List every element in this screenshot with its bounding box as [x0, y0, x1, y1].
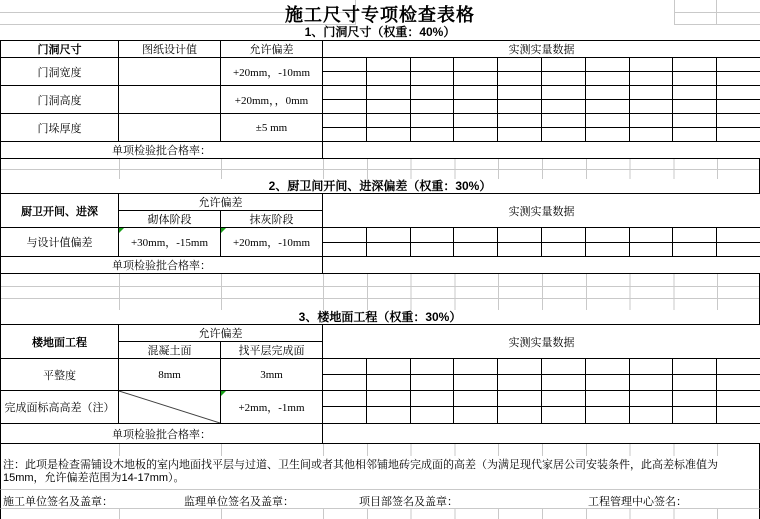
tolerance-value: ±5 mm — [221, 114, 323, 142]
measure-cell[interactable] — [323, 58, 367, 72]
measure-cell[interactable] — [410, 375, 454, 391]
measure-cell[interactable] — [410, 58, 454, 72]
s1-item-header: 门洞尺寸 — [1, 41, 119, 58]
measure-cell[interactable] — [366, 243, 410, 257]
measure-cell[interactable] — [717, 58, 760, 72]
measure-cell[interactable] — [629, 407, 673, 424]
measure-cell[interactable] — [498, 375, 542, 391]
measure-cell[interactable] — [629, 243, 673, 257]
measure-cell[interactable] — [366, 391, 410, 407]
measure-cell[interactable] — [454, 58, 498, 72]
measure-cell[interactable] — [454, 407, 498, 424]
measure-cell[interactable] — [585, 72, 629, 86]
measure-cell[interactable] — [717, 100, 760, 114]
signature-row — [0, 489, 760, 509]
s3-item-header: 楼地面工程 — [1, 325, 119, 359]
measure-cell[interactable] — [629, 391, 673, 407]
measure-cell[interactable] — [454, 391, 498, 407]
measure-cell[interactable] — [673, 72, 717, 86]
measure-cell[interactable] — [629, 100, 673, 114]
tolerance-value: +30mm，-15mm — [119, 228, 221, 257]
measure-cell[interactable] — [454, 86, 498, 100]
measure-cell[interactable] — [323, 114, 367, 128]
signature-label-supervision: 监理单位签名及盖章： — [184, 496, 294, 508]
measure-cell[interactable] — [454, 359, 498, 375]
measure-cell[interactable] — [541, 375, 585, 391]
measure-cell[interactable] — [454, 228, 498, 243]
measure-cell[interactable] — [323, 86, 367, 100]
pass-rate-value-cell[interactable] — [323, 142, 760, 159]
gridline — [1, 169, 759, 170]
measure-cell[interactable] — [498, 128, 542, 142]
s2-tolerance-header: 允许偏差 — [119, 194, 323, 211]
measure-cell[interactable] — [410, 100, 454, 114]
s2-row-label: 与设计值偏差 — [1, 228, 119, 257]
design-value-cell[interactable] — [119, 58, 221, 86]
title-row — [0, 0, 760, 25]
measure-cell[interactable] — [366, 128, 410, 142]
s3-row-label: 平整度 — [1, 359, 119, 391]
measure-cell[interactable] — [717, 86, 760, 100]
section2-table — [0, 193, 760, 274]
measure-cell[interactable] — [585, 228, 629, 243]
measure-cell[interactable] — [366, 86, 410, 100]
measure-cell[interactable] — [585, 100, 629, 114]
measure-cell[interactable] — [585, 359, 629, 375]
s1-tolerance-header: 允许偏差 — [221, 41, 323, 58]
measure-cell[interactable] — [498, 100, 542, 114]
s1-row-label: 门垛厚度 — [1, 114, 119, 142]
note-text: 注：此项是检查需铺设木地板的室内地面找平层与过道、卫生间或者其他相邻铺地砖完成面的高差（为满足现代家居公司安装条件，此高差标准值为15mm，允许偏差范围为14-17mm）。 — [0, 456, 760, 489]
measure-cell[interactable] — [673, 359, 717, 375]
s3-row-label: 完成面标高高差（注） — [1, 391, 119, 424]
measure-cell[interactable] — [410, 391, 454, 407]
measure-cell[interactable] — [673, 391, 717, 407]
measure-cell[interactable] — [498, 58, 542, 72]
measure-cell[interactable] — [629, 228, 673, 243]
measure-cell[interactable] — [717, 375, 760, 391]
measure-cell[interactable] — [585, 375, 629, 391]
measure-cell[interactable] — [323, 359, 367, 375]
measure-cell[interactable] — [717, 359, 760, 375]
grid-gap — [0, 444, 760, 456]
section2-heading: 2、厨卫间开间、进深偏差（权重：30%） — [0, 179, 760, 193]
measure-cell[interactable] — [673, 86, 717, 100]
section3-table — [0, 324, 760, 444]
measure-cell[interactable] — [366, 375, 410, 391]
measure-cell[interactable] — [454, 100, 498, 114]
measure-cell[interactable] — [541, 58, 585, 72]
s1-design-header: 图纸设计值 — [119, 41, 221, 58]
measure-cell[interactable] — [454, 375, 498, 391]
tolerance-value: +20mm，-10mm — [221, 228, 323, 257]
measure-cell[interactable] — [541, 391, 585, 407]
measure-cell[interactable] — [629, 359, 673, 375]
measure-cell[interactable] — [629, 72, 673, 86]
measure-cell[interactable] — [323, 375, 367, 391]
measure-cell[interactable] — [323, 228, 367, 243]
measure-cell[interactable] — [410, 359, 454, 375]
grid-gap — [0, 159, 760, 179]
s1-measured-header: 实测实量数据 — [323, 41, 760, 58]
measure-cell[interactable] — [541, 100, 585, 114]
s2-item-header: 厨卫开间、进深 — [1, 194, 119, 228]
measure-cell[interactable] — [498, 228, 542, 243]
signature-label-management-center: 工程管理中心签名： — [588, 496, 687, 508]
measure-cell[interactable] — [410, 86, 454, 100]
measure-cell[interactable] — [498, 359, 542, 375]
measure-cell[interactable] — [585, 243, 629, 257]
measure-cell[interactable] — [585, 128, 629, 142]
measure-cell[interactable] — [629, 114, 673, 128]
grid-gap — [0, 509, 760, 519]
measure-cell[interactable] — [541, 407, 585, 424]
s2-measured-header: 实测实量数据 — [323, 194, 760, 228]
measure-cell[interactable] — [366, 72, 410, 86]
measure-cell[interactable] — [541, 359, 585, 375]
measure-cell[interactable] — [323, 391, 367, 407]
measure-cell[interactable] — [323, 100, 367, 114]
tolerance-value: 8mm — [119, 359, 221, 391]
section1-heading: 1、门洞尺寸（权重：40%） — [304, 25, 456, 39]
gridline — [1, 286, 759, 287]
design-value-cell[interactable] — [119, 114, 221, 142]
design-value-cell[interactable] — [119, 86, 221, 114]
pass-rate-value-cell[interactable] — [323, 257, 760, 274]
measure-cell[interactable] — [673, 114, 717, 128]
measure-cell[interactable] — [498, 114, 542, 128]
measure-cell[interactable] — [410, 407, 454, 424]
measure-cell[interactable] — [629, 86, 673, 100]
measure-cell[interactable] — [541, 72, 585, 86]
measure-cell[interactable] — [717, 114, 760, 128]
measure-cell[interactable] — [454, 128, 498, 142]
measure-cell[interactable] — [541, 243, 585, 257]
measure-cell[interactable] — [323, 407, 367, 424]
tolerance-value: +20mm，，0mm — [221, 86, 323, 114]
measure-cell[interactable] — [585, 58, 629, 72]
s1-row-label: 门洞高度 — [1, 86, 119, 114]
measure-cell[interactable] — [410, 243, 454, 257]
s1-row-label: 门洞宽度 — [1, 58, 119, 86]
gridline — [1, 298, 759, 299]
measure-cell[interactable] — [541, 128, 585, 142]
tolerance-value: +20mm，-10mm — [221, 58, 323, 86]
pass-rate-value-cell[interactable] — [323, 424, 760, 444]
not-applicable-diagonal-cell — [119, 391, 221, 424]
measure-cell[interactable] — [541, 228, 585, 243]
measure-cell[interactable] — [673, 243, 717, 257]
measure-cell[interactable] — [673, 407, 717, 424]
measure-cell[interactable] — [454, 72, 498, 86]
measure-cell[interactable] — [498, 243, 542, 257]
grid-gap — [0, 274, 760, 310]
measure-cell[interactable] — [673, 375, 717, 391]
s2-stage-header: 抹灰阶段 — [221, 211, 323, 228]
measure-cell[interactable] — [629, 58, 673, 72]
measure-cell[interactable] — [585, 391, 629, 407]
measure-cell[interactable] — [717, 391, 760, 407]
s3-tolerance-header: 允许偏差 — [119, 325, 323, 342]
measure-cell[interactable] — [541, 114, 585, 128]
measure-cell[interactable] — [585, 114, 629, 128]
measure-cell[interactable] — [366, 114, 410, 128]
measure-cell[interactable] — [366, 100, 410, 114]
measure-cell[interactable] — [366, 407, 410, 424]
measure-cell[interactable] — [541, 86, 585, 100]
measure-cell[interactable] — [498, 391, 542, 407]
s3-surface-header: 混凝土面 — [119, 342, 221, 359]
s3-pass-rate-label: 单项检验批合格率： — [1, 424, 323, 444]
measure-cell[interactable] — [717, 407, 760, 424]
measure-cell[interactable] — [323, 128, 367, 142]
measure-cell[interactable] — [410, 72, 454, 86]
s2-pass-rate-label: 单项检验批合格率： — [1, 257, 323, 274]
measure-cell[interactable] — [498, 86, 542, 100]
measure-cell[interactable] — [323, 72, 367, 86]
measure-cell[interactable] — [323, 243, 367, 257]
measure-cell[interactable] — [410, 114, 454, 128]
measure-cell[interactable] — [585, 86, 629, 100]
measure-cell[interactable] — [498, 407, 542, 424]
signature-label-construction: 施工单位签名及盖章： — [3, 496, 113, 508]
measure-cell[interactable] — [366, 359, 410, 375]
measure-cell[interactable] — [673, 58, 717, 72]
s3-surface-header: 找平层完成面 — [221, 342, 323, 359]
measure-cell[interactable] — [410, 128, 454, 142]
page-title: 施工尺寸专项检查表格 — [285, 5, 475, 25]
s1-pass-rate-label: 单项检验批合格率： — [1, 142, 323, 159]
tolerance-value: 3mm — [221, 359, 323, 391]
measure-cell[interactable] — [410, 228, 454, 243]
tolerance-value: +2mm，-1mm — [221, 391, 323, 424]
measure-cell[interactable] — [454, 243, 498, 257]
measure-cell[interactable] — [366, 58, 410, 72]
measure-cell[interactable] — [366, 228, 410, 243]
measure-cell[interactable] — [717, 72, 760, 86]
measure-cell[interactable] — [629, 375, 673, 391]
diagonal-slash-icon — [119, 391, 220, 423]
measure-cell[interactable] — [717, 128, 760, 142]
measure-cell[interactable] — [498, 72, 542, 86]
measure-cell[interactable] — [673, 100, 717, 114]
section1-table — [0, 40, 760, 159]
measure-cell[interactable] — [629, 128, 673, 142]
measure-cell[interactable] — [585, 407, 629, 424]
measure-cell[interactable] — [717, 243, 760, 257]
s2-stage-header: 砌体阶段 — [119, 211, 221, 228]
section3-heading: 3、楼地面工程（权重：30%） — [0, 310, 760, 324]
measure-cell[interactable] — [717, 228, 760, 243]
measure-cell[interactable] — [454, 114, 498, 128]
measure-cell[interactable] — [673, 128, 717, 142]
measure-cell[interactable] — [673, 228, 717, 243]
s3-measured-header: 实测实量数据 — [323, 325, 760, 359]
signature-label-project-dept: 项目部签名及盖章： — [359, 496, 458, 508]
